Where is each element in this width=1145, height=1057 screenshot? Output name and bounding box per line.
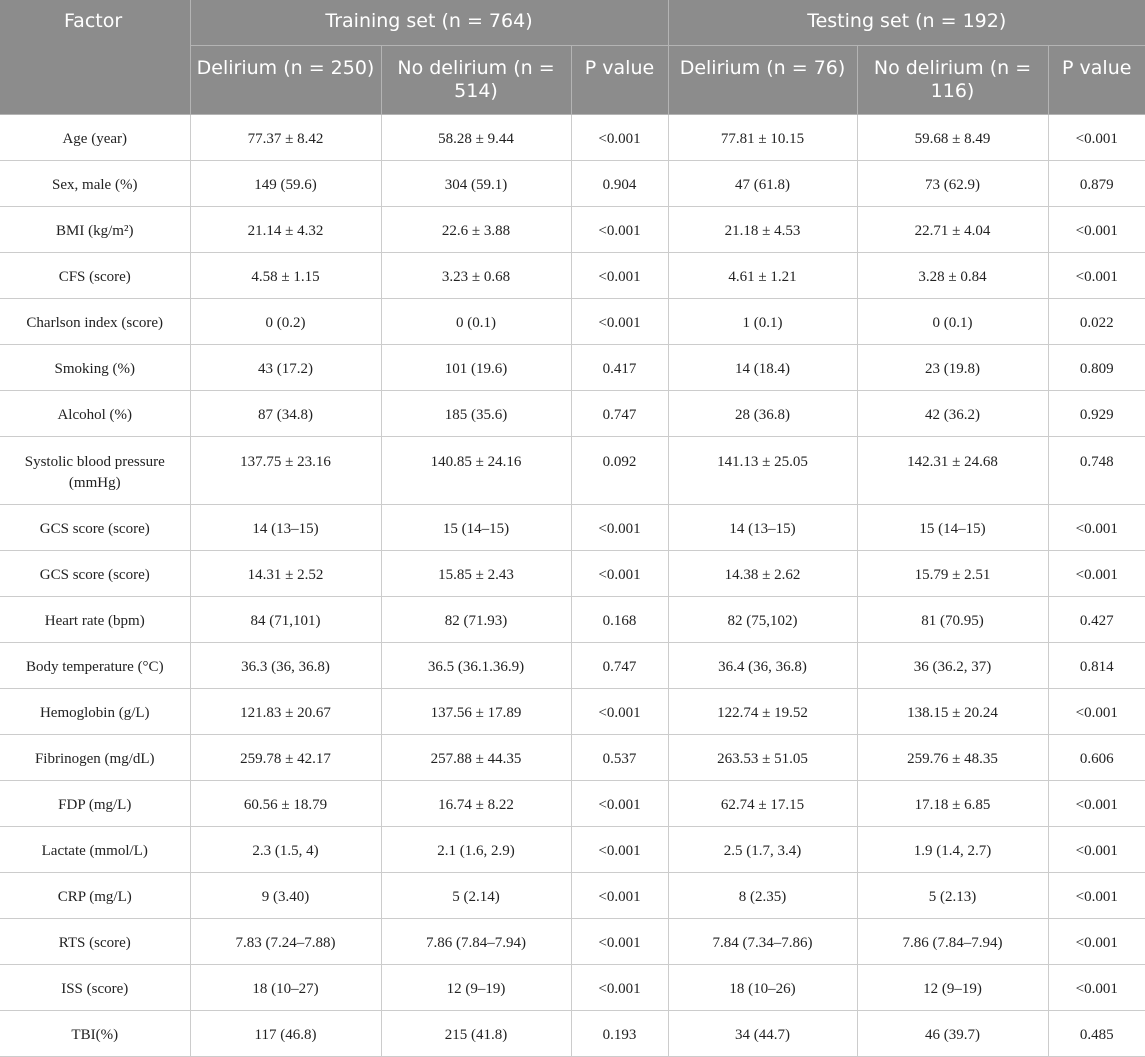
value-cell: 0 (0.2) <box>190 298 381 344</box>
value-cell: 4.61 ± 1.21 <box>668 252 857 298</box>
value-cell: 7.83 (7.24–7.88) <box>190 918 381 964</box>
training-p-value-header: P value <box>571 45 668 114</box>
table-row <box>0 252 1145 298</box>
value-cell: 8 (2.35) <box>668 872 857 918</box>
value-cell: 0.747 <box>571 642 668 688</box>
value-cell: 101 (19.6) <box>381 344 571 390</box>
factor-cell: Body temperature (°C) <box>0 642 190 688</box>
value-cell: <0.001 <box>1048 550 1145 596</box>
table-body <box>0 114 1145 1056</box>
value-cell: <0.001 <box>571 872 668 918</box>
value-cell: <0.001 <box>1048 826 1145 872</box>
value-cell: 0.904 <box>571 160 668 206</box>
table-row <box>0 872 1145 918</box>
value-cell: 141.13 ± 25.05 <box>668 436 857 504</box>
value-cell: 4.58 ± 1.15 <box>190 252 381 298</box>
value-cell: 18 (10–26) <box>668 964 857 1010</box>
value-cell: 7.84 (7.34–7.86) <box>668 918 857 964</box>
factor-cell: Systolic blood pressure (mmHg) <box>0 436 190 504</box>
value-cell: 7.86 (7.84–7.94) <box>857 918 1048 964</box>
factor-column-header: Factor <box>0 0 190 114</box>
value-cell: 185 (35.6) <box>381 390 571 436</box>
factor-cell: Age (year) <box>0 114 190 160</box>
factor-cell: BMI (kg/m²) <box>0 206 190 252</box>
value-cell: 0.537 <box>571 734 668 780</box>
factor-cell: Charlson index (score) <box>0 298 190 344</box>
value-cell: 47 (61.8) <box>668 160 857 206</box>
testing-p-value-header: P value <box>1048 45 1145 114</box>
factor-cell: Lactate (mmol/L) <box>0 826 190 872</box>
value-cell: <0.001 <box>571 298 668 344</box>
value-cell: 58.28 ± 9.44 <box>381 114 571 160</box>
value-cell: 9 (3.40) <box>190 872 381 918</box>
value-cell: 0.809 <box>1048 344 1145 390</box>
value-cell: 142.31 ± 24.68 <box>857 436 1048 504</box>
value-cell: 0.417 <box>571 344 668 390</box>
training-delirium-header: Delirium (n = 250) <box>190 45 381 114</box>
value-cell: 28 (36.8) <box>668 390 857 436</box>
value-cell: 21.18 ± 4.53 <box>668 206 857 252</box>
value-cell: <0.001 <box>571 504 668 550</box>
value-cell: <0.001 <box>571 688 668 734</box>
value-cell: 117 (46.8) <box>190 1010 381 1056</box>
factor-cell: FDP (mg/L) <box>0 780 190 826</box>
value-cell: 122.74 ± 19.52 <box>668 688 857 734</box>
value-cell: 12 (9–19) <box>857 964 1048 1010</box>
table-row <box>0 918 1145 964</box>
value-cell: 5 (2.14) <box>381 872 571 918</box>
value-cell: <0.001 <box>1048 688 1145 734</box>
value-cell: 0.748 <box>1048 436 1145 504</box>
value-cell: <0.001 <box>571 114 668 160</box>
header-row-groups <box>0 0 1145 45</box>
value-cell: 137.75 ± 23.16 <box>190 436 381 504</box>
value-cell: 0.193 <box>571 1010 668 1056</box>
value-cell: 43 (17.2) <box>190 344 381 390</box>
value-cell: 149 (59.6) <box>190 160 381 206</box>
table-row <box>0 298 1145 344</box>
factor-cell: Heart rate (bpm) <box>0 596 190 642</box>
value-cell: 59.68 ± 8.49 <box>857 114 1048 160</box>
value-cell: 42 (36.2) <box>857 390 1048 436</box>
table-row <box>0 780 1145 826</box>
value-cell: 77.81 ± 10.15 <box>668 114 857 160</box>
table-row <box>0 688 1145 734</box>
value-cell: 121.83 ± 20.67 <box>190 688 381 734</box>
value-cell: 0.929 <box>1048 390 1145 436</box>
value-cell: 22.6 ± 3.88 <box>381 206 571 252</box>
value-cell: 263.53 ± 51.05 <box>668 734 857 780</box>
testing-no-delirium-header: No delirium (n = 116) <box>857 45 1048 114</box>
value-cell: 0.879 <box>1048 160 1145 206</box>
value-cell: 36.3 (36, 36.8) <box>190 642 381 688</box>
value-cell: 22.71 ± 4.04 <box>857 206 1048 252</box>
factor-cell: Alcohol (%) <box>0 390 190 436</box>
table-row <box>0 114 1145 160</box>
value-cell: 257.88 ± 44.35 <box>381 734 571 780</box>
table-row <box>0 596 1145 642</box>
value-cell: 84 (71,101) <box>190 596 381 642</box>
value-cell: 259.78 ± 42.17 <box>190 734 381 780</box>
factor-cell: Hemoglobin (g/L) <box>0 688 190 734</box>
value-cell: 77.37 ± 8.42 <box>190 114 381 160</box>
table-row <box>0 504 1145 550</box>
value-cell: 2.3 (1.5, 4) <box>190 826 381 872</box>
value-cell: <0.001 <box>1048 252 1145 298</box>
factor-cell: GCS score (score) <box>0 504 190 550</box>
value-cell: 215 (41.8) <box>381 1010 571 1056</box>
value-cell: 15 (14–15) <box>381 504 571 550</box>
table-row <box>0 964 1145 1010</box>
value-cell: 23 (19.8) <box>857 344 1048 390</box>
value-cell: 14.31 ± 2.52 <box>190 550 381 596</box>
value-cell: 137.56 ± 17.89 <box>381 688 571 734</box>
value-cell: 60.56 ± 18.79 <box>190 780 381 826</box>
value-cell: 82 (71.93) <box>381 596 571 642</box>
value-cell: 15.85 ± 2.43 <box>381 550 571 596</box>
factor-cell: CRP (mg/L) <box>0 872 190 918</box>
value-cell: 14.38 ± 2.62 <box>668 550 857 596</box>
value-cell: 5 (2.13) <box>857 872 1048 918</box>
value-cell: 73 (62.9) <box>857 160 1048 206</box>
value-cell: 36.5 (36.1.36.9) <box>381 642 571 688</box>
value-cell: 12 (9–19) <box>381 964 571 1010</box>
table-row <box>0 160 1145 206</box>
value-cell: 140.85 ± 24.16 <box>381 436 571 504</box>
value-cell: <0.001 <box>571 550 668 596</box>
value-cell: 0 (0.1) <box>381 298 571 344</box>
value-cell: 15 (14–15) <box>857 504 1048 550</box>
value-cell: 82 (75,102) <box>668 596 857 642</box>
table-row <box>0 390 1145 436</box>
value-cell: 46 (39.7) <box>857 1010 1048 1056</box>
value-cell: 0.022 <box>1048 298 1145 344</box>
value-cell: 36.4 (36, 36.8) <box>668 642 857 688</box>
value-cell: <0.001 <box>571 918 668 964</box>
value-cell: 0.747 <box>571 390 668 436</box>
table-row <box>0 826 1145 872</box>
value-cell: 2.5 (1.7, 3.4) <box>668 826 857 872</box>
value-cell: 1.9 (1.4, 2.7) <box>857 826 1048 872</box>
value-cell: 14 (13–15) <box>190 504 381 550</box>
value-cell: 15.79 ± 2.51 <box>857 550 1048 596</box>
value-cell: 14 (13–15) <box>668 504 857 550</box>
value-cell: 259.76 ± 48.35 <box>857 734 1048 780</box>
value-cell: <0.001 <box>571 964 668 1010</box>
table-row <box>0 642 1145 688</box>
value-cell: 138.15 ± 20.24 <box>857 688 1048 734</box>
factor-cell: Fibrinogen (mg/dL) <box>0 734 190 780</box>
value-cell: <0.001 <box>1048 918 1145 964</box>
value-cell: 14 (18.4) <box>668 344 857 390</box>
table-row <box>0 550 1145 596</box>
table-row <box>0 344 1145 390</box>
value-cell: <0.001 <box>571 826 668 872</box>
value-cell: 0.485 <box>1048 1010 1145 1056</box>
value-cell: 87 (34.8) <box>190 390 381 436</box>
factor-cell: Smoking (%) <box>0 344 190 390</box>
value-cell: 0 (0.1) <box>857 298 1048 344</box>
training-no-delirium-header: No delirium (n = 514) <box>381 45 571 114</box>
value-cell: 7.86 (7.84–7.94) <box>381 918 571 964</box>
value-cell: 3.28 ± 0.84 <box>857 252 1048 298</box>
testing-set-header: Testing set (n = 192) <box>668 0 1145 45</box>
value-cell: <0.001 <box>1048 780 1145 826</box>
value-cell: <0.001 <box>571 206 668 252</box>
testing-delirium-header: Delirium (n = 76) <box>668 45 857 114</box>
factor-cell: RTS (score) <box>0 918 190 964</box>
table-row <box>0 1010 1145 1056</box>
value-cell: <0.001 <box>571 780 668 826</box>
factor-cell: Sex, male (%) <box>0 160 190 206</box>
value-cell: 304 (59.1) <box>381 160 571 206</box>
value-cell: 0.427 <box>1048 596 1145 642</box>
value-cell: 1 (0.1) <box>668 298 857 344</box>
value-cell: 0.606 <box>1048 734 1145 780</box>
table-row <box>0 734 1145 780</box>
table-row <box>0 436 1145 504</box>
value-cell: <0.001 <box>1048 206 1145 252</box>
value-cell: 17.18 ± 6.85 <box>857 780 1048 826</box>
value-cell: <0.001 <box>1048 114 1145 160</box>
value-cell: <0.001 <box>571 252 668 298</box>
value-cell: <0.001 <box>1048 964 1145 1010</box>
factor-cell: ISS (score) <box>0 964 190 1010</box>
value-cell: 62.74 ± 17.15 <box>668 780 857 826</box>
factor-cell: GCS score (score) <box>0 550 190 596</box>
value-cell: 16.74 ± 8.22 <box>381 780 571 826</box>
value-cell: 0.092 <box>571 436 668 504</box>
value-cell: 0.814 <box>1048 642 1145 688</box>
value-cell: 2.1 (1.6, 2.9) <box>381 826 571 872</box>
value-cell: <0.001 <box>1048 504 1145 550</box>
value-cell: 21.14 ± 4.32 <box>190 206 381 252</box>
value-cell: 36 (36.2, 37) <box>857 642 1048 688</box>
factor-cell: TBI(%) <box>0 1010 190 1056</box>
factor-cell: CFS (score) <box>0 252 190 298</box>
value-cell: 3.23 ± 0.68 <box>381 252 571 298</box>
training-set-header: Training set (n = 764) <box>190 0 668 45</box>
table-row <box>0 206 1145 252</box>
value-cell: 81 (70.95) <box>857 596 1048 642</box>
value-cell: 18 (10–27) <box>190 964 381 1010</box>
value-cell: <0.001 <box>1048 872 1145 918</box>
value-cell: 0.168 <box>571 596 668 642</box>
value-cell: 34 (44.7) <box>668 1010 857 1056</box>
table-header <box>0 0 1145 114</box>
